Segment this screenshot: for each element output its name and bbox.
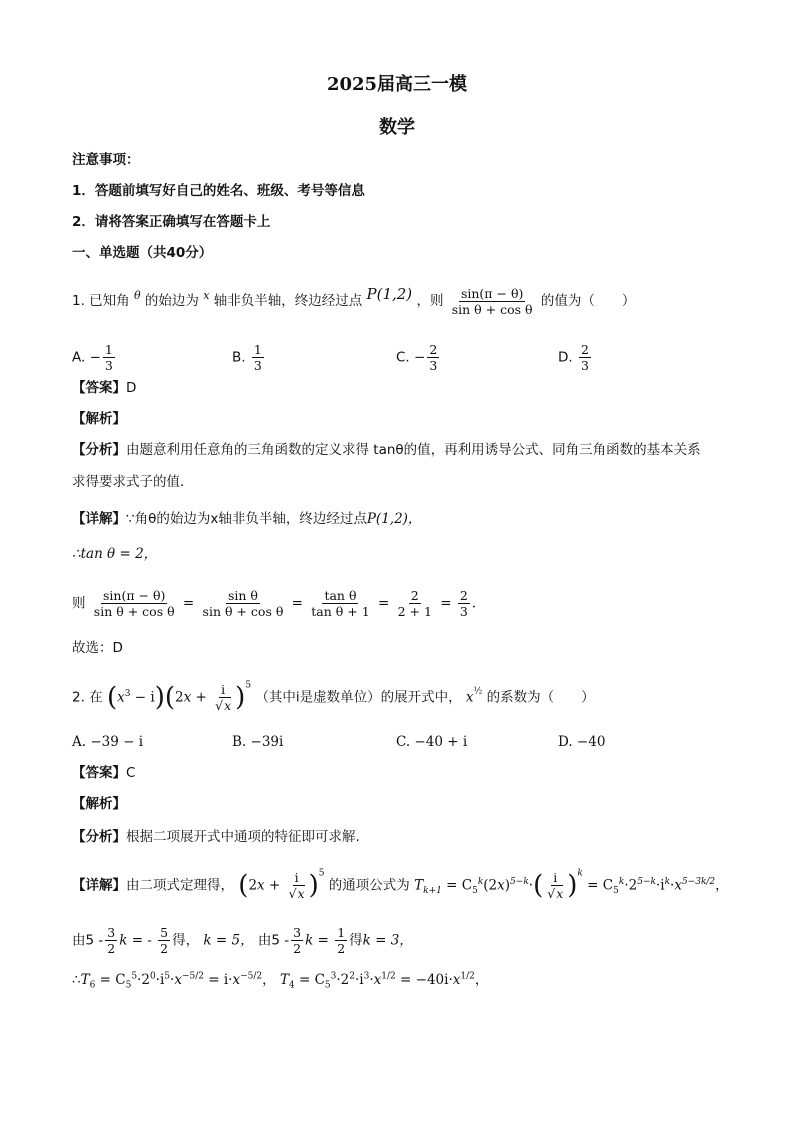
notes-heading: 注意事项：: [72, 152, 140, 168]
section-heading: 一、单选题（共40分）: [72, 245, 213, 261]
q2-line2: 由5 - $\frac{3}{2}$ k = - $\frac{5}{2}$ 得， k = 5， 由5 - $\frac{3}{2}$ k = $\frac{1}{2}$ 得k = 3，: [72, 925, 413, 956]
q1-point: P(1,2): [366, 285, 413, 303]
q2-fenxi: 【分析】根据二项展开式中通项的特征即可求解.: [72, 829, 360, 845]
q2-detail: 【详解】由二项式定理得， (2x + $\frac{i}{√x}$ )$^5$ 的通项公式为 $T_{k+1} = C_5^k(2x)^{5-k}\cdot$( $\frac{i}{√x}$ )$^k = C_5^k\cdot 2^{5-k}\cdot i^k\cdot x^{5-3k/2}$，: [72, 868, 729, 901]
q1-conclusion: 故选：D: [72, 640, 123, 656]
q1-option-d: D. $\frac{2}{3}$: [558, 342, 589, 373]
q1-option-b: B. $\frac{1}{3}$: [232, 342, 262, 373]
q1-option-c: C. − $\frac{2}{3}$: [396, 342, 438, 373]
q2-line3: $\therefore T_6 = C_5^5\cdot 2^0\cdot i^5\cdot x^{-5/2} = i\cdot x^{-5/2}$， $T_4 = C_5^3\cdot 2^2\cdot i^3\cdot x^{1/2} = -40i\cdot x^{1/2}$，: [72, 971, 489, 991]
exam-title: 2025届高三一模: [326, 74, 468, 95]
q2-analysis-label: 【解析】: [72, 796, 126, 812]
q1-detail: 【详解】∵角θ的始边为x轴非负半轴，终边经过点P(1,2)，: [72, 511, 422, 527]
q2-stem: 2. 在 $(x^3 - i)(2x$ + $\frac{i}{√x}$ )$^5$ （其中i是虚数单位）的展开式中， $x^{\frac{1}{2}}$ 的系数为（ ）: [72, 680, 595, 713]
q1-stem-b: 的始边为: [144, 293, 199, 309]
q1-stem: 1. 已知角 $^\theta$ 的始边为 $^x$ 轴非负半轴，终边经过点 P(1,2) ，则 $\frac{\sin(\pi - \theta)}{\text{sin θ + cos θ}}$ 的值为（ ）: [72, 285, 636, 317]
q1-option-a: A. − $\frac{1}{3}$: [72, 342, 113, 373]
q1-analysis-label: 【解析】: [72, 411, 126, 427]
q1-fenxi-cont: 求得要求式子的值．: [72, 474, 194, 490]
q2-option-d: D. −40: [558, 734, 606, 750]
q1-stem-d: ，则: [416, 293, 444, 309]
q2-option-b: B. −39i: [232, 734, 284, 750]
q1-tan-line: ∴tan θ = 2，: [72, 546, 158, 562]
q2-answer: 【答案】C: [72, 765, 136, 781]
q1-expression: $\frac{\sin(\pi - \theta)}{\text{sin θ + cos θ}}$: [451, 285, 533, 317]
exam-subject: 数学: [379, 117, 415, 138]
q1-stem-c: 轴非负半轴，终边经过点: [213, 293, 363, 309]
note-item-1: 1．答题前填写好自己的姓名、班级、考号等信息: [72, 183, 365, 199]
q1-fenxi: 【分析】由题意利用任意角的三角函数的定义求得 tanθ的值，再利用诱导公式、同角三角函数的基本关系: [72, 442, 701, 458]
q2-option-a: A. −39 − i: [72, 734, 144, 750]
q1-derivation: 则 $\frac{\sin(\pi - \theta)}{\text{sin θ + cos θ}}$ = $\frac{\text{sin θ}}{\text{sin θ + cos θ}}$ = $\frac{\text{tan θ}}{\text{tan θ + 1}}$ = $\frac{2}{2 + 1}$ = $\frac{2}{3}$ .: [72, 588, 477, 619]
q1-stem-a: 1. 已知角: [72, 293, 130, 309]
q1-answer: 【答案】D: [72, 380, 137, 396]
q1-stem-e: 的值为（ ）: [540, 293, 636, 309]
q2-option-c: C. −40 + i: [396, 734, 468, 750]
note-item-2: 2．请将答案正确填写在答题卡上: [72, 214, 271, 230]
